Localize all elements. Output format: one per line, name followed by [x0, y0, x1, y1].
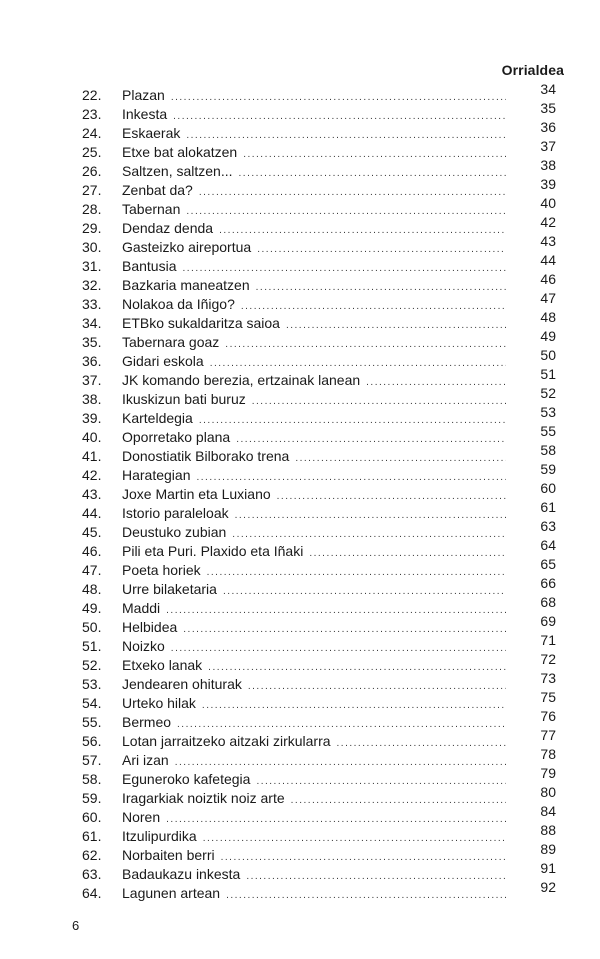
entry-title: Poeta horiek [122, 562, 201, 578]
toc-entry [82, 81, 556, 105]
toc-entry [82, 214, 556, 238]
entry-number: 26. [82, 163, 102, 179]
entry-title: Eskaerak [122, 125, 181, 141]
leader-dots [183, 620, 506, 639]
leader-dots [248, 677, 506, 696]
leader-dots [199, 183, 506, 202]
entry-page: 92 [540, 879, 556, 895]
entry-number: 64. [82, 885, 102, 901]
leader-dots [243, 145, 506, 164]
entry-page: 46 [540, 271, 556, 287]
leader-dots [171, 639, 506, 658]
entry-number: 49. [82, 600, 102, 616]
leader-dots [223, 582, 506, 601]
leader-dots [219, 221, 506, 240]
entry-title: Saltzen, saltzen... [122, 163, 233, 179]
entry-title: Maddi [122, 600, 161, 616]
entry-title: Urteko hilak [122, 695, 196, 711]
entry-page: 42 [540, 214, 556, 230]
entry-title: Norbaiten berri [122, 847, 215, 863]
entry-number: 61. [82, 828, 102, 844]
entry-title: Zenbat da? [122, 182, 193, 198]
toc-entry [82, 860, 556, 884]
toc-entry [82, 803, 556, 827]
entry-page: 49 [540, 328, 556, 344]
entry-page: 39 [540, 176, 556, 192]
entry-page: 55 [540, 423, 556, 439]
leader-dots [208, 658, 506, 677]
entry-number: 34. [82, 315, 102, 331]
entry-page: 36 [540, 119, 556, 135]
entry-page: 37 [540, 138, 556, 154]
entry-title: Pili eta Puri. Plaxido eta Iñaki [122, 543, 304, 559]
entry-page: 69 [540, 613, 556, 629]
entry-number: 46. [82, 543, 102, 559]
entry-number: 31. [82, 258, 102, 274]
leader-dots [207, 563, 506, 582]
leader-dots [277, 487, 506, 506]
entry-number: 48. [82, 581, 102, 597]
toc-entry [82, 328, 556, 352]
entry-page: 48 [540, 309, 556, 325]
entry-page: 78 [540, 746, 556, 762]
toc-entry [82, 195, 556, 219]
entry-number: 56. [82, 733, 102, 749]
entry-page: 88 [540, 822, 556, 838]
leader-dots [202, 696, 506, 715]
entry-page: 79 [540, 765, 556, 781]
leader-dots [256, 278, 506, 297]
entry-page: 66 [540, 575, 556, 591]
toc-entry [82, 594, 556, 618]
entry-page: 34 [540, 81, 556, 97]
entry-title: Lotan jarraitzeko aitzaki zirkularra [122, 733, 331, 749]
leader-dots [239, 164, 506, 183]
entry-number: 29. [82, 220, 102, 236]
leader-dots [171, 88, 506, 107]
entry-page: 89 [540, 841, 556, 857]
toc-entry [82, 575, 556, 599]
entry-number: 51. [82, 638, 102, 654]
entry-page: 72 [540, 651, 556, 667]
entry-page: 65 [540, 556, 556, 572]
entry-title: Oporretako plana [122, 429, 231, 445]
entry-title: Jendearen ohiturak [122, 676, 242, 692]
leader-dots [226, 886, 506, 905]
entry-title: Itzulipurdika [122, 828, 197, 844]
entry-number: 33. [82, 296, 102, 312]
entry-title: Nolakoa da Iñigo? [122, 296, 235, 312]
entry-number: 39. [82, 410, 102, 426]
entry-page: 59 [540, 461, 556, 477]
entry-title: JK komando berezia, ertzainak lanean [122, 372, 361, 388]
entry-title: Karteldegia [122, 410, 193, 426]
entry-number: 52. [82, 657, 102, 673]
entry-page: 68 [540, 594, 556, 610]
entry-page: 84 [540, 803, 556, 819]
entry-page: 60 [540, 480, 556, 496]
entry-number: 32. [82, 277, 102, 293]
entry-title: Etxeko lanak [122, 657, 203, 673]
toc-entry [82, 746, 556, 770]
toc-entry [82, 651, 556, 675]
entry-page: 63 [540, 518, 556, 534]
entry-page: 52 [540, 385, 556, 401]
entry-page: 75 [540, 689, 556, 705]
entry-page: 40 [540, 195, 556, 211]
entry-number: 53. [82, 676, 102, 692]
entry-title: Bazkaria maneatzen [122, 277, 250, 293]
entry-page: 61 [540, 499, 556, 515]
toc-entry [82, 613, 556, 637]
toc-entry [82, 233, 556, 257]
entry-number: 22. [82, 87, 102, 103]
toc-entry [82, 518, 556, 542]
toc-entry [82, 822, 556, 846]
toc-entry [82, 119, 556, 143]
toc-entry [82, 271, 556, 295]
toc-entry [82, 499, 556, 523]
toc-entry [82, 689, 556, 713]
entry-number: 25. [82, 144, 102, 160]
leader-dots [309, 544, 506, 563]
entry-number: 42. [82, 467, 102, 483]
entry-page: 43 [540, 233, 556, 249]
leader-dots [252, 392, 506, 411]
entry-number: 40. [82, 429, 102, 445]
entry-title: Plazan [122, 87, 165, 103]
entry-page: 35 [540, 100, 556, 116]
entry-number: 37. [82, 372, 102, 388]
toc-entry [82, 632, 556, 656]
entry-number: 54. [82, 695, 102, 711]
entry-number: 23. [82, 106, 102, 122]
table-of-contents [82, 81, 556, 903]
entry-title: Ikuskizun bati buruz [122, 391, 246, 407]
leader-dots [166, 601, 506, 620]
entry-page: 64 [540, 537, 556, 553]
entry-page: 50 [540, 347, 556, 363]
page-number: 6 [72, 918, 80, 933]
entry-title: Bermeo [122, 714, 172, 730]
toc-entry [82, 461, 556, 485]
leader-dots [225, 335, 506, 354]
toc-entry [82, 784, 556, 808]
toc-entry [82, 765, 556, 789]
entry-number: 45. [82, 524, 102, 540]
entry-page: 47 [540, 290, 556, 306]
toc-entry [82, 727, 556, 751]
entry-page: 77 [540, 727, 556, 743]
toc-entry [82, 404, 556, 428]
toc-entry [82, 442, 556, 466]
entry-number: 35. [82, 334, 102, 350]
leader-dots [186, 202, 506, 221]
toc-entry [82, 138, 556, 162]
entry-number: 60. [82, 809, 102, 825]
toc-entry [82, 385, 556, 409]
entry-title: Joxe Martin eta Luxiano [122, 486, 271, 502]
toc-entry [82, 290, 556, 314]
entry-number: 24. [82, 125, 102, 141]
entry-number: 27. [82, 182, 102, 198]
entry-number: 59. [82, 790, 102, 806]
toc-entry [82, 347, 556, 371]
entry-title: Istorio paraleloak [122, 505, 229, 521]
entry-title: Inkesta [122, 106, 168, 122]
entry-title: Urre bilaketaria [122, 581, 217, 597]
entry-page: 53 [540, 404, 556, 420]
toc-entry [82, 841, 556, 865]
toc-entry [82, 100, 556, 124]
leader-dots [203, 829, 506, 848]
entry-number: 63. [82, 866, 102, 882]
entry-number: 38. [82, 391, 102, 407]
toc-entry [82, 556, 556, 580]
page-header: Orrialdea [501, 62, 564, 78]
toc-entry [82, 176, 556, 200]
entry-title: Dendaz denda [122, 220, 214, 236]
entry-title: Tabernara goaz [122, 334, 220, 350]
entry-number: 41. [82, 448, 102, 464]
leader-dots [235, 506, 506, 525]
leader-dots [256, 772, 506, 791]
entry-title: Noizko [122, 638, 165, 654]
leader-dots [257, 240, 506, 259]
entry-title: Eguneroko kafetegia [122, 771, 251, 787]
leader-dots [173, 107, 506, 126]
entry-title: Harategian [122, 467, 191, 483]
entry-page: 44 [540, 252, 556, 268]
leader-dots [337, 734, 506, 753]
entry-title: Etxe bat alokatzen [122, 144, 238, 160]
entry-number: 57. [82, 752, 102, 768]
entry-number: 28. [82, 201, 102, 217]
leader-dots [286, 316, 506, 335]
entry-title: Bantusia [122, 258, 177, 274]
toc-entry [82, 708, 556, 732]
entry-page: 51 [540, 366, 556, 382]
toc-entry [82, 670, 556, 694]
leader-dots [246, 867, 506, 886]
entry-number: 62. [82, 847, 102, 863]
entry-page: 91 [540, 860, 556, 876]
entry-title: Gasteizko aireportua [122, 239, 252, 255]
entry-page: 71 [540, 632, 556, 648]
entry-title: Badaukazu inkesta [122, 866, 241, 882]
toc-entry [82, 252, 556, 276]
entry-title: Tabernan [122, 201, 181, 217]
entry-number: 44. [82, 505, 102, 521]
leader-dots [291, 791, 506, 810]
toc-entry [82, 157, 556, 181]
entry-page: 80 [540, 784, 556, 800]
toc-entry [82, 309, 556, 333]
leader-dots [221, 848, 506, 867]
entry-number: 47. [82, 562, 102, 578]
entry-page: 76 [540, 708, 556, 724]
entry-number: 55. [82, 714, 102, 730]
entry-number: 43. [82, 486, 102, 502]
toc-entry [82, 423, 556, 447]
entry-title: Lagunen artean [122, 885, 221, 901]
entry-number: 58. [82, 771, 102, 787]
leader-dots [366, 373, 506, 392]
entry-number: 50. [82, 619, 102, 635]
entry-title: Gidari eskola [122, 353, 204, 369]
toc-entry [82, 879, 556, 903]
toc-entry [82, 366, 556, 390]
entry-title: ETBko sukaldaritza saioa [122, 315, 280, 331]
leader-dots [199, 411, 506, 430]
entry-page: 58 [540, 442, 556, 458]
toc-entry [82, 537, 556, 561]
entry-title: Ari izan [122, 752, 169, 768]
entry-title: Helbidea [122, 619, 178, 635]
entry-page: 38 [540, 157, 556, 173]
entry-title: Deustuko zubian [122, 524, 227, 540]
entry-title: Iragarkiak noiztik noiz arte [122, 790, 285, 806]
entry-page: 73 [540, 670, 556, 686]
toc-entry [82, 480, 556, 504]
entry-title: Noren [122, 809, 161, 825]
entry-number: 36. [82, 353, 102, 369]
entry-title: Donostiatik Bilborako trena [122, 448, 290, 464]
entry-number: 30. [82, 239, 102, 255]
leader-dots [166, 810, 506, 829]
leader-dots [295, 449, 506, 468]
